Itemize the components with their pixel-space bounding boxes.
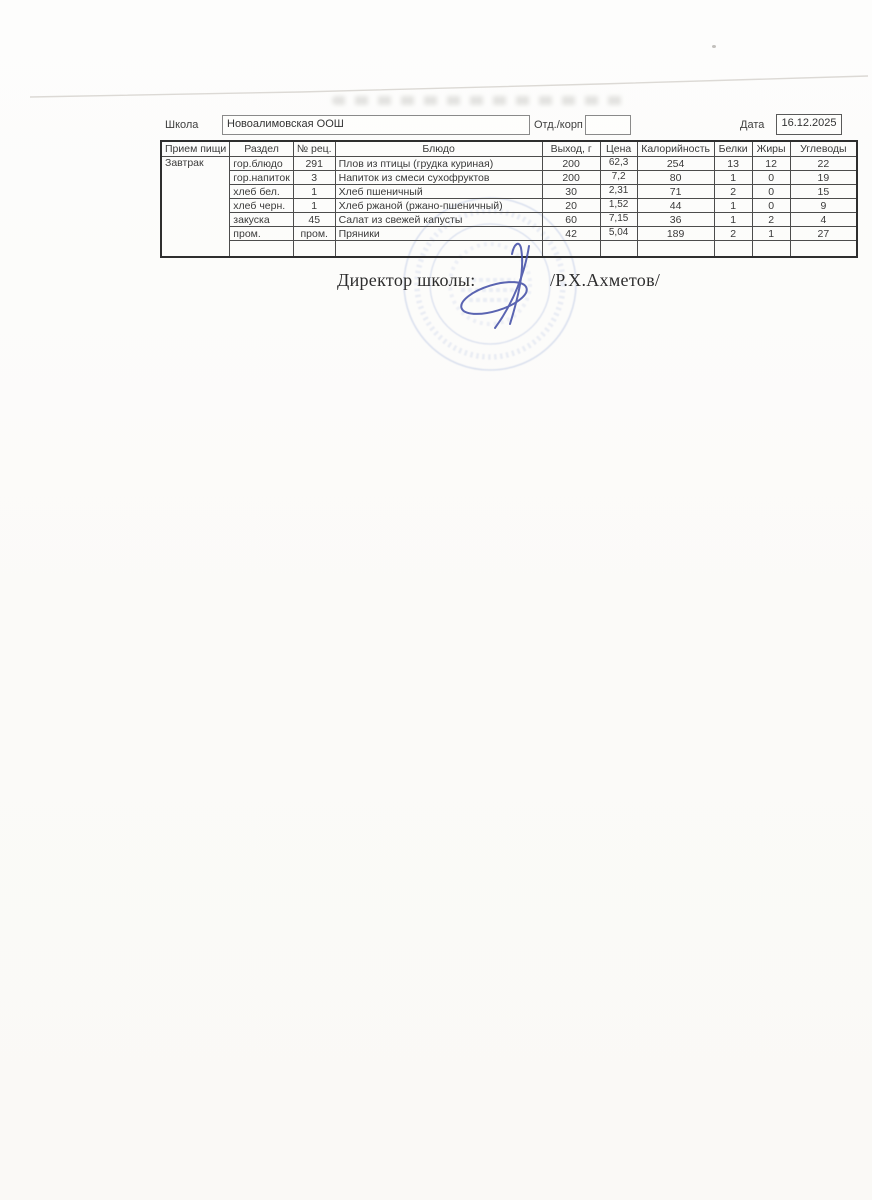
scan-speck bbox=[712, 45, 716, 48]
director-label: Директор школы: bbox=[337, 270, 476, 290]
cell-out: 20 bbox=[542, 199, 600, 213]
cell-protein: 13 bbox=[714, 157, 752, 171]
empty-cell bbox=[600, 241, 637, 258]
cell-carbs: 9 bbox=[790, 199, 857, 213]
cell-razdel: хлеб черн. bbox=[230, 199, 294, 213]
cell-dish: Хлеб пшеничный bbox=[335, 185, 542, 199]
cell-protein: 1 bbox=[714, 199, 752, 213]
director-name: /Р.Х.Ахметов/ bbox=[550, 270, 661, 290]
meal-cell: Завтрак bbox=[161, 157, 230, 258]
table-header-row bbox=[161, 141, 857, 157]
cell-kcal: 80 bbox=[637, 171, 714, 185]
cell-dish: Хлеб ржаной (ржано-пшеничный) bbox=[335, 199, 542, 213]
cell-fat: 0 bbox=[752, 185, 790, 199]
cell-fat: 1 bbox=[752, 227, 790, 241]
cell-razdel: гор.блюдо bbox=[230, 157, 294, 171]
cell-kcal: 254 bbox=[637, 157, 714, 171]
cell-carbs: 27 bbox=[790, 227, 857, 241]
cell-carbs: 4 bbox=[790, 213, 857, 227]
cell-kcal: 71 bbox=[637, 185, 714, 199]
cell-rec: 1 bbox=[293, 185, 335, 199]
cell-rec: 1 bbox=[293, 199, 335, 213]
column-header: Прием пищи bbox=[161, 141, 230, 157]
cell-razdel: хлеб бел. bbox=[230, 185, 294, 199]
empty-cell bbox=[714, 241, 752, 258]
cell-carbs: 22 bbox=[790, 157, 857, 171]
cell-kcal: 189 bbox=[637, 227, 714, 241]
empty-cell bbox=[293, 241, 335, 258]
cell-price: 1,52 bbox=[600, 199, 637, 213]
cell-razdel: закуска bbox=[230, 213, 294, 227]
column-header: Белки bbox=[714, 141, 752, 157]
cell-protein: 1 bbox=[714, 213, 752, 227]
cell-protein: 2 bbox=[714, 185, 752, 199]
column-header: Выход, г bbox=[542, 141, 600, 157]
column-header: Раздел bbox=[230, 141, 294, 157]
cell-price: 2,31 bbox=[600, 185, 637, 199]
cell-dish: Напиток из смеси сухофруктов bbox=[335, 171, 542, 185]
menu-row bbox=[161, 171, 857, 185]
column-header: Углеводы bbox=[790, 141, 857, 157]
cell-rec: 3 bbox=[293, 171, 335, 185]
cell-out: 60 bbox=[542, 213, 600, 227]
cell-carbs: 15 bbox=[790, 185, 857, 199]
column-header: № рец. bbox=[293, 141, 335, 157]
empty-cell bbox=[790, 241, 857, 258]
cell-fat: 0 bbox=[752, 171, 790, 185]
column-header: Цена bbox=[600, 141, 637, 157]
cell-razdel: пром. bbox=[230, 227, 294, 241]
empty-cell bbox=[230, 241, 294, 258]
cell-protein: 1 bbox=[714, 171, 752, 185]
cell-dish: Салат из свежей капусты bbox=[335, 213, 542, 227]
cell-kcal: 36 bbox=[637, 213, 714, 227]
cell-price: 7,15 bbox=[600, 213, 637, 227]
cell-out: 42 bbox=[542, 227, 600, 241]
cell-fat: 0 bbox=[752, 199, 790, 213]
date-label: Дата bbox=[740, 119, 765, 131]
cell-out: 200 bbox=[542, 157, 600, 171]
school-label: Школа bbox=[165, 119, 199, 131]
cell-price: 62,3 bbox=[600, 157, 637, 171]
menu-row bbox=[161, 185, 857, 199]
column-header: Калорийность bbox=[637, 141, 714, 157]
cell-fat: 12 bbox=[752, 157, 790, 171]
cell-protein: 2 bbox=[714, 227, 752, 241]
menu-row bbox=[161, 213, 857, 227]
ink-bleed-smudge bbox=[332, 96, 624, 105]
column-header: Жиры bbox=[752, 141, 790, 157]
menu-row bbox=[161, 199, 857, 213]
school-name-field: Новоалимовская ООШ bbox=[222, 115, 530, 135]
cell-kcal: 44 bbox=[637, 199, 714, 213]
cell-fat: 2 bbox=[752, 213, 790, 227]
cell-rec: 45 bbox=[293, 213, 335, 227]
cell-rec: пром. bbox=[293, 227, 335, 241]
empty-cell bbox=[637, 241, 714, 258]
cell-carbs: 19 bbox=[790, 171, 857, 185]
cell-dish: Плов из птицы (грудка куриная) bbox=[335, 157, 542, 171]
cell-dish: Пряники bbox=[335, 227, 542, 241]
menu-row bbox=[161, 157, 857, 171]
dept-field bbox=[585, 115, 631, 135]
empty-cell bbox=[752, 241, 790, 258]
cell-price: 5,04 bbox=[600, 227, 637, 241]
dept-label: Отд./корп bbox=[534, 119, 583, 131]
cell-out: 30 bbox=[542, 185, 600, 199]
cell-price: 7,2 bbox=[600, 171, 637, 185]
cell-rec: 291 bbox=[293, 157, 335, 171]
column-header: Блюдо bbox=[335, 141, 542, 157]
cell-out: 200 bbox=[542, 171, 600, 185]
cell-razdel: гор.напиток bbox=[230, 171, 294, 185]
date-field: 16.12.2025 bbox=[776, 114, 842, 135]
